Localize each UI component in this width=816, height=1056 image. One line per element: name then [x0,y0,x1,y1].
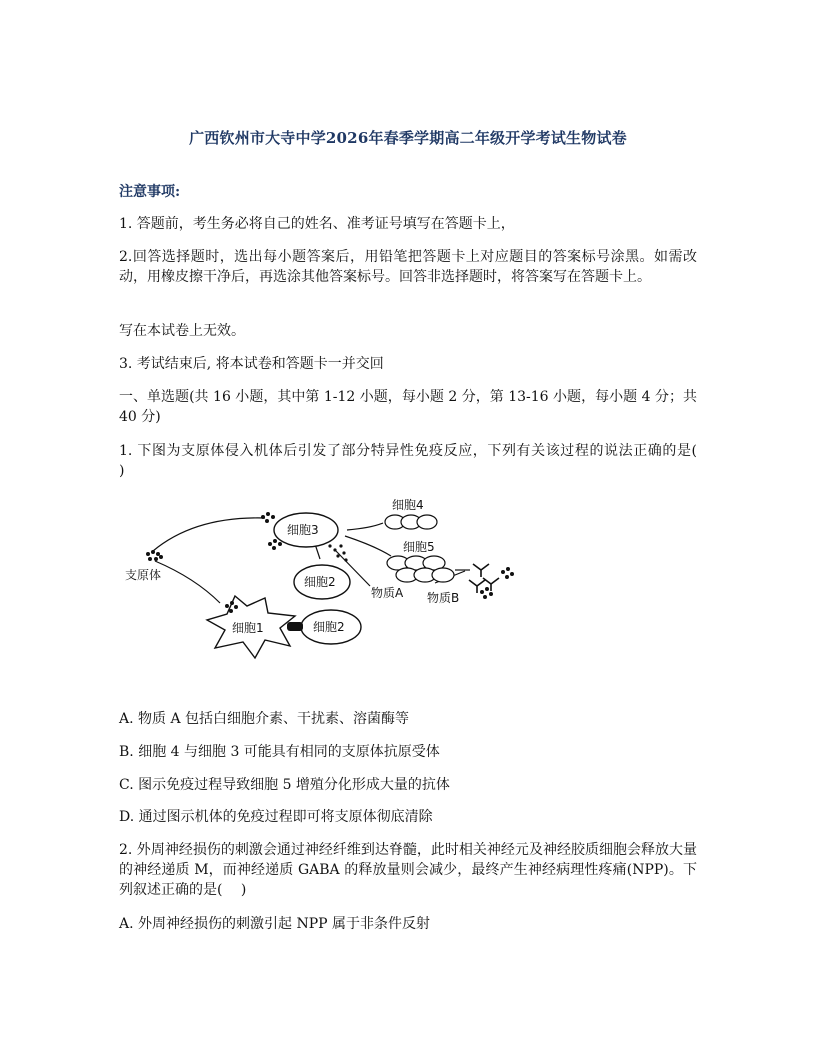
notice-item-1: 1. 答题前，考生务必将自己的姓名、准考证号填写在答题卡上， [119,216,515,232]
question-2-option-a: A. 外周神经损伤的刺激引起 NPP 属于非条件反射 [119,916,430,932]
question-1-option-d: D. 通过图示机体的免疫过程即可将支原体彻底清除 [119,809,433,825]
question-1-stem: 1. 下图为支原体侵入机体后引发了部分特异性免疫反应，下列有关该过程的说法正确的是( ) [119,443,716,479]
question-1-option-c: C. 图示免疫过程导致细胞 5 增殖分化形成大量的抗体 [119,777,450,793]
arrow-cell3-to-cell4 [347,523,383,530]
notice-item-4: 3. 考试结束后, 将本试卷和答题卡一并交回 [119,356,384,372]
cell-4-label: 细胞4 [392,498,424,512]
cell-2a-label: 细胞2 [304,575,336,589]
cell-1-cell-2-contact [287,622,303,631]
immune-response-diagram [115,488,525,663]
substance-b-label: 物质B [427,591,460,605]
cell-3-label: 细胞3 [287,523,319,537]
arrow-cell3-to-cell5 [345,536,391,556]
arrow-mycoplasma-to-cell1 [155,561,220,603]
question-2-stem: 2. 外周神经损伤的刺激会通过神经纤维到达脊髓，此时相关神经元及神经胶质细胞会释放大量的神经递质 M，而神经递质 GABA 的释放量则会减少，最终产生神经病理性疼痛(NPP)。下列叙述正确的是( ) [119,842,697,898]
cell-1-label: 细胞1 [232,621,264,635]
cell-4-cluster [385,515,437,529]
question-1-option-a: A. 物质 A 包括白细胞介素、干扰素、溶菌酶等 [119,711,410,727]
section-heading: 一、单选题(共 16 小题，其中第 1-12 小题，每小题 2 分，第 13-16 小题，每小题 4 分；共 40 分) [119,389,697,425]
notice-item-3: 写在本试卷上无效。 [119,323,245,339]
arrow-mycoplasma-to-cell3 [153,518,265,551]
notice-heading: 注意事项: [119,184,181,200]
cell-5-cluster [387,556,454,582]
mycoplasma-label: 支原体 [125,568,162,582]
cell-5-label: 细胞5 [403,540,435,554]
exam-title: 广西钦州市大寺中学2026年春季学期高二年级开学考试生物试卷 [189,129,627,147]
cell-2b-label: 细胞2 [313,620,345,634]
question-1-option-b: B. 细胞 4 与细胞 3 可能具有相同的支原体抗原受体 [119,744,440,760]
notice-item-2: 2.回答选择题时，选出每小题答案后，用铅笔把答题卡上对应题目的答案标号涂黑。如需改动，用橡皮擦干净后，再选涂其他答案标号。回答非选择题时，将答案写在答题卡上。 [119,249,697,285]
substance-a-label: 物质A [371,586,404,600]
antibody-y-shapes [469,564,499,593]
